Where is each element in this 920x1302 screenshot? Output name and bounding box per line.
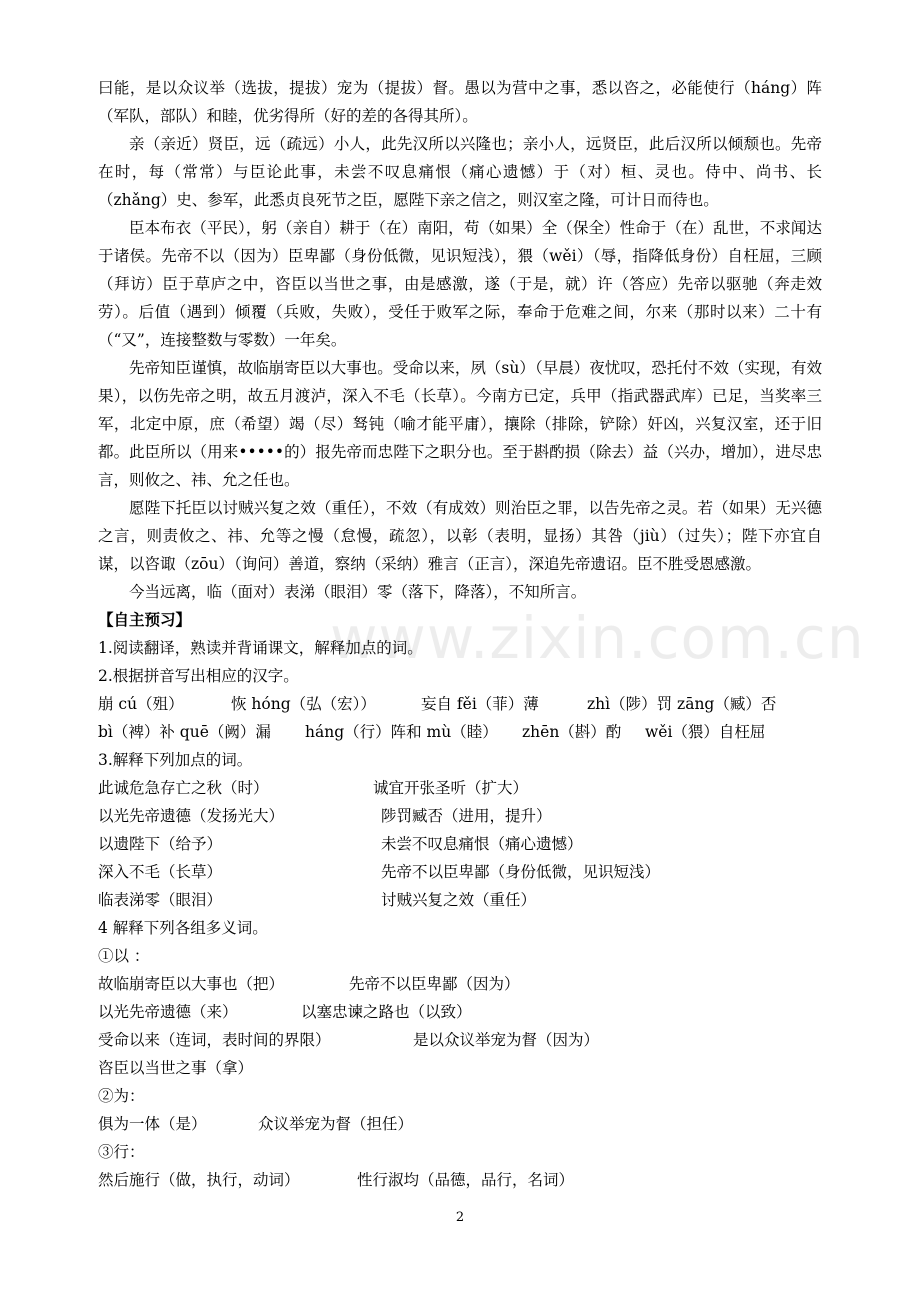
polysemy-head-yi: ①以 ： (98, 947, 150, 965)
polysemy-item: 是以众议举宠为督（因为） (413, 1031, 600, 1049)
polysemy-row (98, 1166, 822, 1194)
polysemy-item: 咨臣以当世之事（拿） (98, 1059, 254, 1077)
polysemy-row (98, 970, 822, 998)
polysemy-row (98, 1054, 822, 1082)
polysemy-item: 然后施行（做，执行，动词） (98, 1171, 300, 1189)
polysemy-item: 众议举宠为督（担任） (258, 1115, 414, 1133)
question-1: 1.阅读翻译，熟读并背诵课文，解释加点的词。 (98, 639, 423, 657)
explain-row (98, 774, 822, 802)
passage-paragraph-2: 亲（亲近）贤臣，远（疏远）小人，此先汉所以兴隆也；亲小人，远贤臣，此后汉所以倾颓也。先帝在时，每（常常）与臣论此事，未尝不叹息痛恨（痛心遗憾）于（对）桓、灵也。侍中、尚书、长（zhǎng）史、参军，此悉贞良死节之臣，愿陛下亲之信之，则汉室之隆，可计日而待也。 (98, 135, 822, 209)
polysemy-item: 受命以来（连词，表时间的界限） (98, 1031, 331, 1049)
page-number: 2 (455, 1210, 465, 1225)
explain-row (98, 830, 822, 858)
passage-paragraph-6: 今当远离，临（面对）表涕（眼泪）零（落下，降落），不知所言。 (129, 583, 587, 601)
explain-item: 临表涕零（眼泪） (98, 891, 223, 909)
polysemy-row (98, 1110, 822, 1138)
pinyin-item: 恢 hóng（弘（宏）） (231, 695, 376, 713)
explain-row (98, 802, 822, 830)
pinyin-item: 妄自 fěi（菲）薄 (421, 695, 539, 713)
question-3: 3.解释下列加点的词。 (98, 751, 253, 769)
pinyin-item: bì（裨）补 quē（阙）漏 (98, 723, 271, 741)
passage-paragraph-3: 臣本布衣（平民），躬（亲自）耕于（在）南阳，苟（如果）全（保全）性命于（在）乱世，不求闻达于诸侯。先帝不以（因为）臣卑鄙（身份低微，见识短浅），猥（wěi）（辱，指降低身份）自枉屈，三顾（拜访）臣于草庐之中，咨臣以当世之事，由是感激，遂（于是，就）许（答应）先帝以驱驰（奔走效劳）。后值（遇到）倾覆（兵败，失败），受任于败军之际，奉命于危难之间，尔来（那时以来）二十有（“又”，连接整数与零数）一年矣。 (98, 219, 822, 349)
pinyin-item: háng（行）阵和 mù（睦） (305, 723, 498, 741)
polysemy-item: 以塞忠谏之路也（以致） (301, 1003, 472, 1021)
explain-item: 讨贼兴复之效（重任） (381, 891, 537, 909)
explain-item: 以遗陛下（给予） (98, 835, 223, 853)
pinyin-item: 崩 cú（殂） (98, 695, 184, 713)
document-page (98, 74, 822, 1194)
polysemy-item: 性行淑均（品德，品行，名词） (357, 1171, 575, 1189)
polysemy-item: 俱为一体（是） (98, 1115, 207, 1133)
question-4: 4 解释下列各组多义词。 (98, 919, 268, 937)
passage-paragraph-5: 愿陛下托臣以讨贼兴复之效（重任），不效（有成效）则治臣之罪，以告先帝之灵。若（如果）无兴德之言，则责攸之、祎、允等之慢（怠慢，疏忽），以彰（表明，显扬）其咎（jiù）（过失）；陛下亦宜自谋，以咨诹（zōu）（询问）善道，察纳（采纳）雅言（正言），深追先帝遗诏。臣不胜受恩感激。 (98, 499, 822, 573)
passage-paragraph-1: 曰能，是以众议举（选拔，提拔）宠为（提拔）督。愚以为营中之事，悉以咨之，必能使行（háng）阵（军队，部队）和睦，优劣得所（好的差的各得其所）。 (98, 79, 822, 125)
explain-item: 深入不毛（长草） (98, 863, 223, 881)
polysemy-head-xing: ③行： (98, 1143, 145, 1161)
polysemy-item: 先帝不以臣卑鄙（因为） (349, 975, 520, 993)
polysemy-row (98, 1026, 822, 1054)
explain-row (98, 858, 822, 886)
explain-item: 陟罚臧否（进用，提升） (381, 807, 552, 825)
polysemy-row (98, 998, 822, 1026)
pinyin-item: zhēn（斟）酌 (522, 723, 622, 741)
explain-row (98, 886, 822, 914)
polysemy-item: 以光先帝遗德（来） (98, 1003, 238, 1021)
explain-item: 先帝不以臣卑鄙（身份低微，见识短浅） (381, 863, 661, 881)
question-2: 2.根据拼音写出相应的汉字。 (98, 667, 299, 685)
pinyin-row-1 (98, 690, 822, 718)
explain-item: 此诚危急存亡之秋（时） (98, 779, 269, 797)
pinyin-row-2 (98, 718, 822, 746)
passage-paragraph-4: 先帝知臣谨慎，故临崩寄臣以大事也。受命以来，夙（sù）（早晨）夜忧叹，恐托付不效（实现，有效果），以伤先帝之明，故五月渡泸，深入不毛（长草）。今南方已定，兵甲（指武器武库）已足，当奖率三军，北定中原，庶（希望）竭（尽）驽钝（喻才能平庸），攘除（排除，铲除）奸凶，兴复汉室，还于旧都。此臣所以（用来•••••的）报先帝而忠陛下之职分也。至于斟酌损（除去）益（兴办，增加），进尽忠言，则攸之、祎、允之任也。 (98, 359, 822, 489)
polysemy-head-wei: ②为： (98, 1087, 145, 1105)
explain-item: 诚宜开张圣听（扩大） (373, 779, 529, 797)
pinyin-item: zhì（陟）罚 zāng（臧）否 (587, 695, 777, 713)
explain-item: 以光先帝遗德（发扬光大） (98, 807, 285, 825)
explain-item: 未尝不叹息痛恨（痛心遗憾） (381, 835, 583, 853)
section-title: 【自主预习】 (98, 610, 192, 629)
pinyin-item: wěi（猥）自枉屈 (645, 723, 766, 741)
polysemy-item: 故临崩寄臣以大事也（把） (98, 975, 285, 993)
watermark: www.zixin.com.cn (330, 604, 865, 672)
